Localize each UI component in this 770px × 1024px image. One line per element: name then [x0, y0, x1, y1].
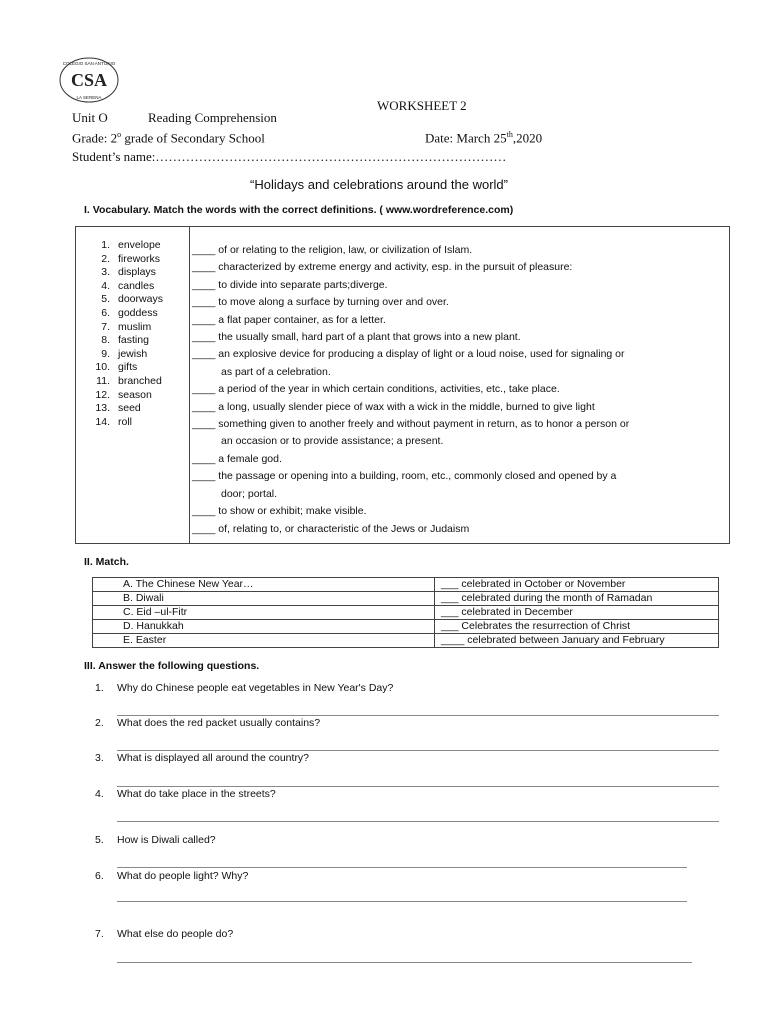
word-item: [86, 348, 163, 362]
word-item: [86, 334, 163, 348]
word-item: [86, 389, 163, 403]
answer-line[interactable]: [117, 786, 719, 787]
word-item: [86, 307, 163, 321]
word-text: seed: [118, 402, 141, 415]
word-text: muslim: [118, 320, 152, 333]
logo-bottom-text: LA SERENA: [76, 95, 102, 100]
word-text: branched: [118, 374, 162, 387]
definition-line: ____ something given to another freely and without payment in return, as to honor a person or: [192, 418, 630, 431]
date-label: Date: March 25th,2020: [425, 130, 543, 146]
question-item: [95, 717, 320, 729]
word-item: [86, 402, 163, 416]
match-table: [92, 577, 719, 648]
word-item: [86, 253, 163, 267]
question-text: How is Diwali called?: [117, 834, 216, 846]
description-cell[interactable]: ___ celebrated in October or November: [435, 578, 719, 592]
answer-line[interactable]: [117, 962, 692, 963]
definition-line: ____ to move along a surface by turning over and over.: [192, 296, 449, 309]
description-cell[interactable]: ___ celebrated during the month of Ramadan: [435, 592, 719, 606]
word-item: [86, 416, 163, 430]
definition-line: ____ a flat paper container, as for a letter.: [192, 313, 386, 326]
word-text: candles: [118, 279, 155, 292]
question-text: What does the red packet usually contains?: [117, 717, 321, 729]
subject-label: Reading Comprehension: [148, 110, 277, 125]
word-number: 3.: [101, 266, 110, 279]
question-number: 1.: [95, 682, 104, 694]
word-item: [86, 361, 163, 375]
holiday-cell: B. Diwali: [93, 592, 435, 606]
definition-line: ____ the passage or opening into a building, room, etc., commonly closed and opened by a: [192, 470, 617, 483]
school-logo: [58, 56, 120, 104]
word-number: 12.: [95, 388, 110, 401]
question-text: What else do people do?: [117, 928, 234, 940]
word-number: 10.: [95, 361, 110, 374]
question-item: [95, 928, 233, 940]
student-name-line: Student’s name:………………………………………………………………………: [72, 149, 507, 164]
logo-monogram: CSA: [70, 70, 108, 90]
definition-line: ____ a female god.: [192, 452, 282, 465]
question-number: 4.: [95, 788, 104, 800]
word-item: [86, 266, 163, 280]
word-number: 11.: [96, 374, 110, 387]
holiday-cell: E. Easter: [93, 634, 435, 648]
definition-line: ____ of or relating to the religion, law, or civilization of Islam.: [192, 244, 473, 256]
answer-line[interactable]: [117, 715, 719, 716]
question-number: 3.: [95, 752, 104, 764]
word-item: [86, 280, 163, 294]
word-list: [86, 239, 163, 429]
question-number: 7.: [95, 928, 104, 940]
word-text: season: [118, 388, 152, 401]
match-row: [93, 606, 719, 620]
match-row: [93, 592, 719, 606]
definition-line: ____ an explosive device for producing a display of light or a loud noise, used for signaling or: [192, 348, 625, 361]
definition-line: as part of a celebration.: [221, 365, 331, 378]
word-text: goddess: [118, 306, 158, 319]
word-text: fireworks: [118, 252, 161, 265]
vocabulary-heading: I. Vocabulary. Match the words with the correct definitions. ( www.wordreference.com): [84, 204, 514, 216]
questions-heading: III. Answer the following questions.: [84, 660, 260, 672]
word-text: roll: [118, 415, 133, 428]
unit-label: Unit O: [72, 110, 108, 125]
vocabulary-divider: [189, 226, 190, 544]
word-item: [86, 321, 163, 335]
answer-line[interactable]: [117, 821, 719, 822]
word-number: 13.: [95, 402, 110, 415]
holiday-cell: D. Hanukkah: [93, 620, 435, 634]
word-number: 7.: [101, 320, 110, 333]
question-text: What do people light? Why?: [117, 870, 249, 882]
definition-line: ____ a period of the year in which certain conditions, activities, etc., take place.: [192, 383, 560, 396]
definition-line: ____ to divide into separate parts;diverge.: [192, 278, 388, 291]
question-number: 2.: [95, 717, 104, 729]
definition-line: an occasion or to provide assistance; a present.: [221, 435, 444, 448]
word-text: fasting: [118, 334, 149, 347]
word-text: doorways: [118, 293, 163, 306]
page-title: “Holidays and celebrations around the world”: [250, 177, 508, 192]
description-cell[interactable]: ____ celebrated between January and February: [435, 634, 719, 648]
word-text: jewish: [118, 347, 148, 360]
question-item: [95, 682, 393, 694]
question-number: 5.: [95, 834, 104, 846]
definition-line: ____ of, relating to, or characteristic of the Jews or Judaism: [192, 522, 470, 535]
definition-line: ____ to show or exhibit; make visible.: [192, 505, 367, 518]
definition-line: ____ characterized by extreme energy and activity, esp. in the pursuit of pleasure:: [192, 261, 573, 274]
question-item: [95, 870, 248, 882]
definition-line: ____ the usually small, hard part of a plant that grows into a new plant.: [192, 331, 521, 344]
word-number: 9.: [101, 347, 110, 360]
question-text: What do take place in the streets?: [117, 788, 276, 800]
question-item: [95, 752, 309, 764]
word-number: 4.: [101, 279, 110, 292]
question-number: 6.: [95, 870, 104, 882]
word-text: envelope: [118, 239, 161, 251]
question-item: [95, 834, 216, 846]
word-number: 14.: [95, 415, 110, 428]
word-item: [86, 375, 163, 389]
holiday-cell: C. Eid –ul-Fitr: [93, 606, 435, 620]
definition-line: door; portal.: [221, 487, 278, 500]
grade-label: Grade: 2$^o$ grade of Secondary School: [72, 130, 265, 146]
word-item: [86, 239, 163, 253]
match-row: [93, 620, 719, 634]
logo-top-text: COLÉGIO SAN ANTONIO: [62, 61, 116, 66]
word-number: 8.: [101, 334, 110, 347]
worksheet-label: WORKSHEET 2: [377, 98, 467, 113]
question-text: What is displayed all around the country?: [117, 752, 310, 764]
match-row: [93, 634, 719, 648]
question-text: Why do Chinese people eat vegetables in New Year's Day?: [117, 682, 394, 694]
answer-line[interactable]: [117, 750, 719, 751]
word-number: 1.: [101, 239, 110, 251]
word-number: 2.: [101, 252, 110, 265]
definition-line: ____ a long, usually slender piece of wax with a wick in the middle, burned to give light: [192, 400, 595, 413]
holiday-cell: A. The Chinese New Year…: [93, 578, 435, 592]
match-row: [93, 578, 719, 592]
word-number: 5.: [101, 293, 110, 306]
word-text: displays: [118, 266, 156, 279]
description-cell[interactable]: ___ celebrated in December: [435, 606, 719, 620]
word-item: [86, 293, 163, 307]
word-text: gifts: [118, 361, 138, 374]
question-item: [95, 788, 276, 800]
word-number: 6.: [101, 306, 110, 319]
match-heading: II. Match.: [84, 556, 129, 568]
definition-list: [192, 242, 722, 538]
answer-line[interactable]: [117, 901, 687, 902]
description-cell[interactable]: ___ Celebrates the resurrection of Christ: [435, 620, 719, 634]
answer-line[interactable]: [117, 867, 687, 868]
